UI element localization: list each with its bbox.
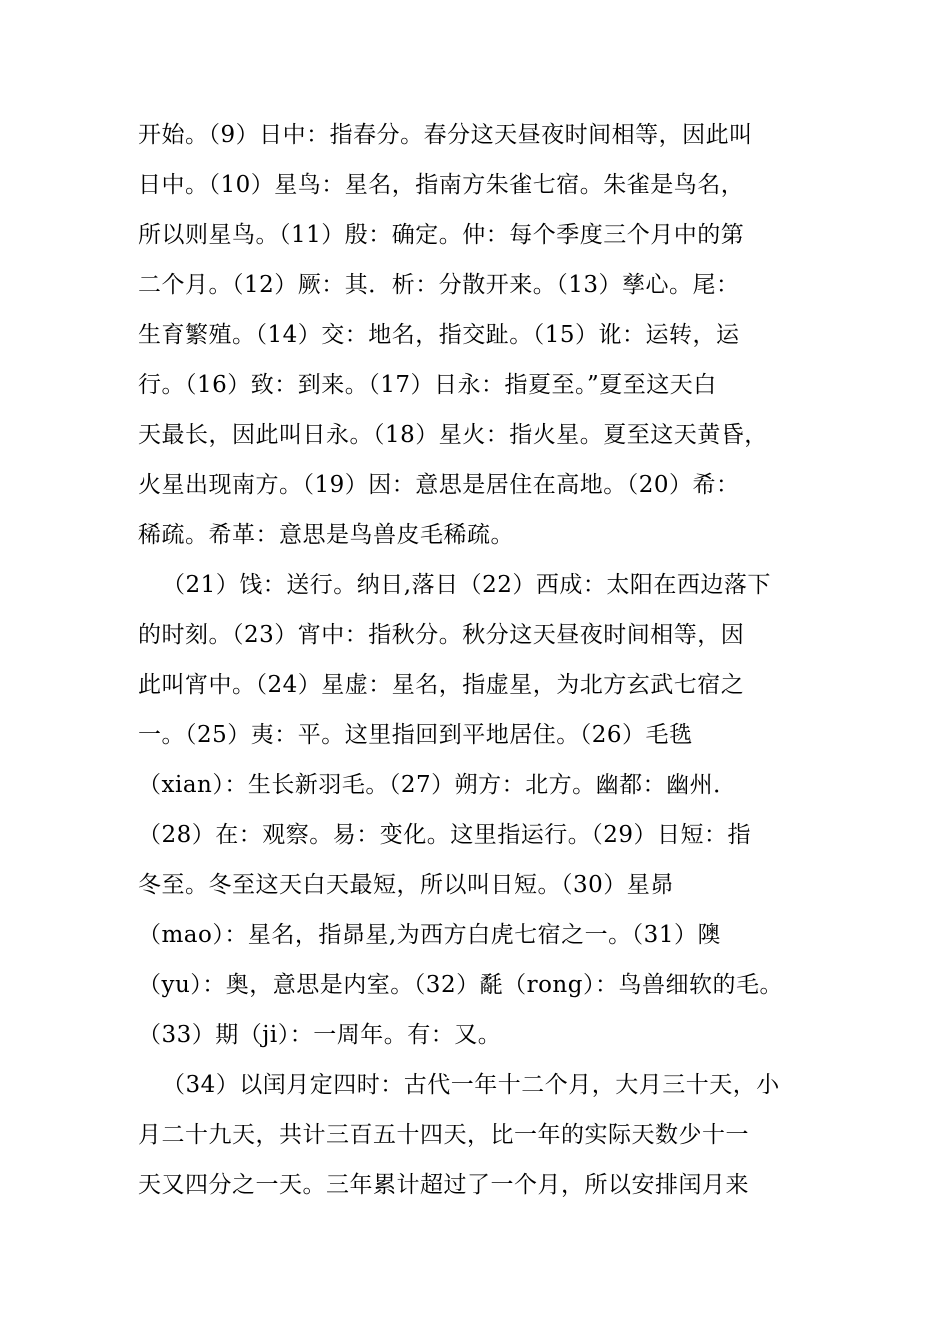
- text-line: 所以则星鸟。（11）殷：确定。仲：每个季度三个月中的第: [138, 222, 745, 248]
- text-line: 冬至。冬至这天白天最短，所以叫日短。（30）星昴: [138, 872, 674, 898]
- text-line: 火星出现南方。（19）因：意思是居住在高地。（20）希：: [138, 472, 740, 498]
- text-line: 二个月。（12）厥：其．析：分散开来。（13）孳心。尾：: [138, 272, 740, 298]
- text-line: 日中。（10）星鸟：星名，指南方朱雀七宿。朱雀是鸟名，: [138, 172, 745, 198]
- text-line: （xian）：生长新羽毛。（27）朔方：北方。幽都：幽州．: [138, 772, 737, 798]
- text-line: 行。（16）致：到来。（17）日永：指夏至。”夏至这天白: [138, 372, 717, 398]
- text-line: 天又四分之一天。三年累计超过了一个月，所以安排闰月来: [138, 1172, 749, 1198]
- text-line: 此叫宵中。（24）星虚：星名，指虚星，为北方玄武七宿之: [138, 672, 745, 698]
- paragraph-start-line: （34）以闰月定四时：古代一年十二个月，大月三十天，小: [162, 1072, 780, 1098]
- text-line: 开始。（9）日中：指春分。春分这天昼夜时间相等，因此叫: [138, 122, 753, 148]
- text-line: 生育繁殖。（14）交：地名，指交趾。（15）讹：运转，运: [138, 322, 740, 348]
- text-line: （yu）：奥，意思是内室。（32）氄（rong）：鸟兽细软的毛。: [138, 972, 783, 998]
- text-line: （33）期（ji）：一周年。有：又。: [138, 1022, 502, 1048]
- text-line: （28）在：观察。易：变化。这里指运行。（29）日短：指: [138, 822, 752, 848]
- annotation-text-block: [138, 110, 838, 1210]
- text-line: 一。（25）夷：平。这里指回到平地居住。（26）毛毨: [138, 722, 693, 748]
- text-line: 天最长，因此叫日永。（18）星火：指火星。夏至这天黄昏，: [138, 422, 768, 448]
- paragraph-start-line: （21）饯：送行。纳日,落日（22）西成：太阳在西边落下: [162, 572, 771, 598]
- text-line: 月二十九天，共计三百五十四天，比一年的实际天数少十一: [138, 1122, 749, 1148]
- text-line: 稀疏。希革：意思是鸟兽皮毛稀疏。: [138, 522, 514, 548]
- text-line: （mao）：星名，指昴星,为西方白虎七宿之一。（31）隩: [138, 922, 721, 948]
- text-line: 的时刻。（23）宵中：指秋分。秋分这天昼夜时间相等，因: [138, 622, 745, 648]
